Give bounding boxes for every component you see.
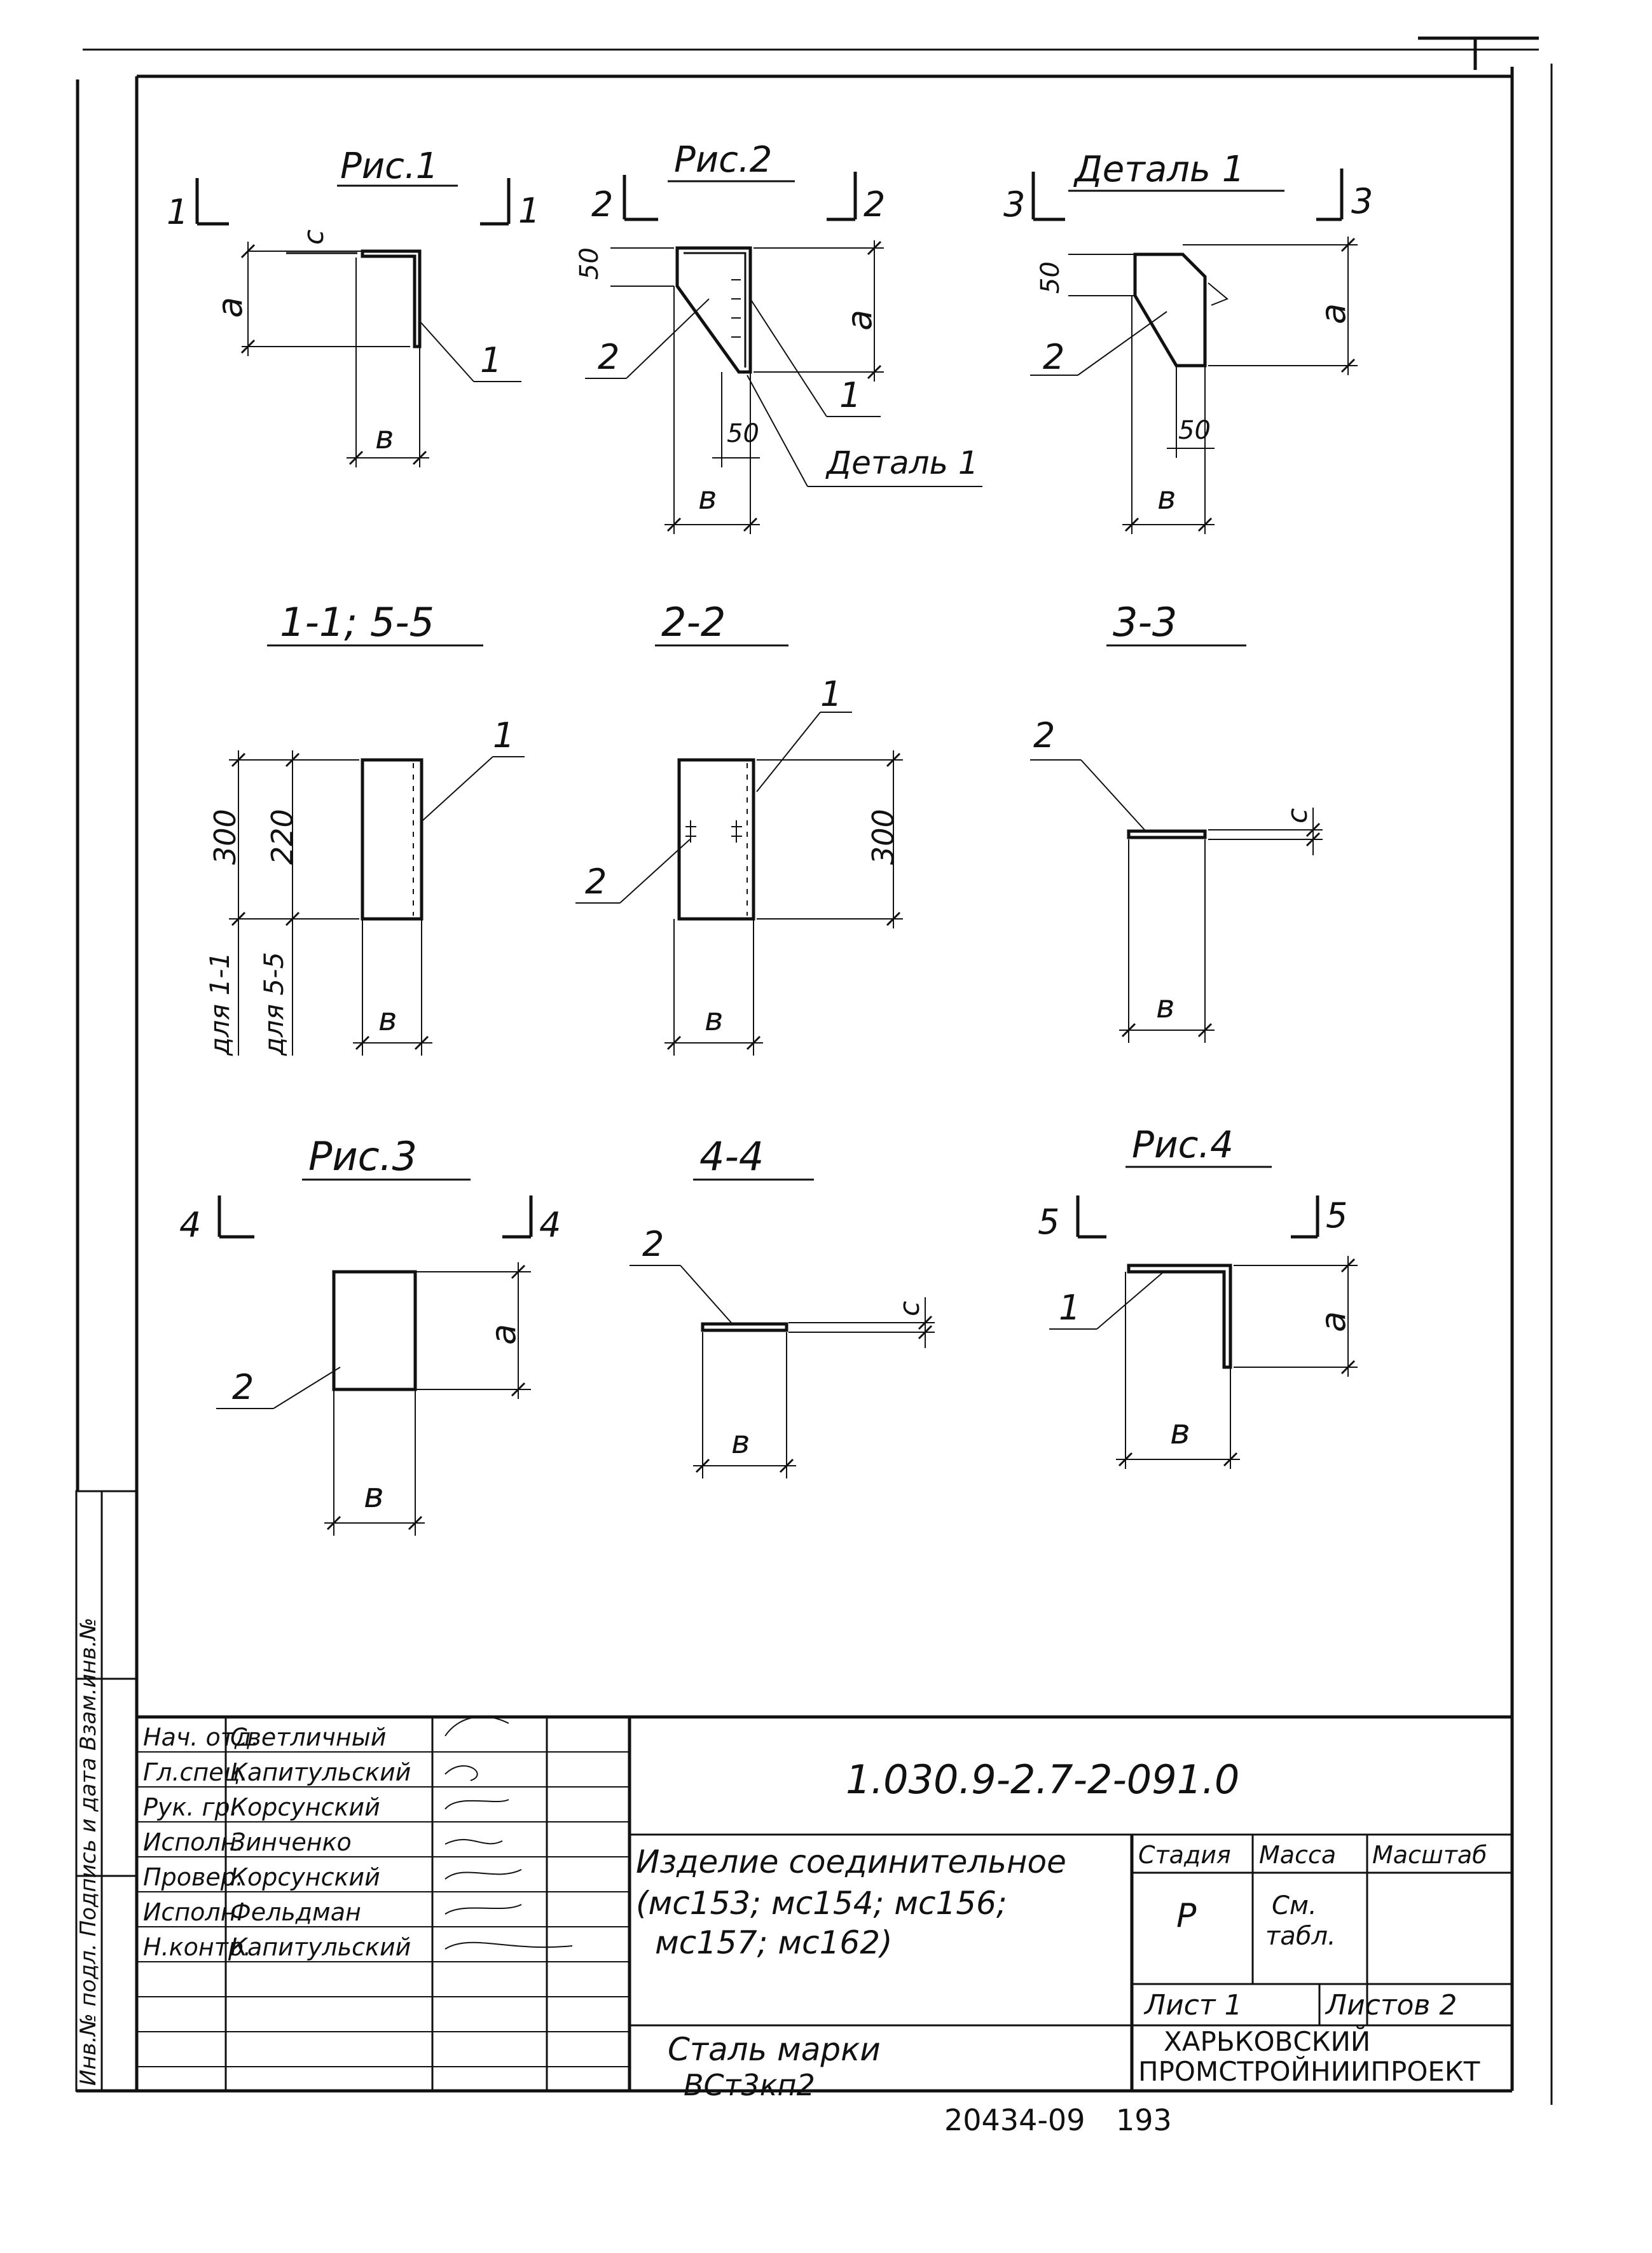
section-4-4 — [630, 1133, 935, 1478]
dim-b-sec11: в — [378, 1001, 397, 1038]
detail-1 — [1003, 149, 1373, 534]
name-2: Капитульский — [230, 1758, 411, 1786]
role-5: Провер. — [143, 1863, 244, 1891]
fig2-title: Рис.2 — [674, 139, 773, 181]
detail1-title: Деталь 1 — [1075, 149, 1245, 190]
mass-value-line-1: См. — [1272, 1891, 1317, 1920]
dim-b-fig1: в — [375, 419, 394, 456]
material-line-2: ВСт3кп2 — [684, 2068, 815, 2102]
role-4: Исполн. — [143, 1828, 244, 1856]
role-7: Н.контр. — [143, 1933, 252, 1961]
dim-300-sec22: 300 — [866, 809, 900, 865]
name-7: Капитульский — [230, 1933, 411, 1961]
cut-mark-1-left: 1 — [167, 192, 189, 232]
section-2-2 — [575, 599, 903, 1056]
dim-50-detail1-horizontal: 50 — [1178, 416, 1211, 445]
figure-4 — [1038, 1123, 1358, 1469]
stage-value: Р — [1176, 1897, 1197, 1935]
dim-c-fig1: с — [298, 229, 330, 245]
dim-b-sec33: в — [1156, 988, 1175, 1025]
dim-50-fig2-horizontal: 50 — [727, 419, 759, 448]
sec11-title: 1-1; 5-5 — [280, 599, 435, 645]
gusset-plate-detail1 — [1135, 254, 1205, 366]
figure-3 — [179, 1133, 561, 1536]
dim-b-sec22: в — [705, 1001, 724, 1038]
archive-number: 20434-09 — [944, 2103, 1085, 2137]
name-3: Корсунский — [230, 1793, 380, 1821]
section-1-1-5-5 — [204, 599, 525, 1056]
dim-a-fig3: а — [483, 1323, 523, 1345]
sec22-title: 2-2 — [661, 599, 726, 645]
figure-2 — [575, 139, 982, 534]
dim-b-fig3: в — [364, 1475, 384, 1515]
cut-mark-3-left: 3 — [1003, 184, 1026, 224]
fig4-title: Рис.4 — [1132, 1123, 1234, 1166]
role-1: Нач. отд. — [143, 1723, 259, 1751]
note-for-1-1: для 1-1 — [204, 951, 235, 1056]
pos-2-sec33: 2 — [1033, 715, 1056, 755]
pos-1-sec22: 1 — [820, 674, 843, 714]
mass-header: Масса — [1259, 1841, 1337, 1869]
pos-1-sec11: 1 — [493, 715, 515, 755]
dim-220-sec11: 220 — [265, 809, 299, 865]
pos-2-fig2: 2 — [598, 337, 620, 377]
name-6: Фельдман — [230, 1898, 361, 1926]
note-for-5-5: для 5-5 — [258, 951, 289, 1056]
dim-a-fig1: а — [210, 296, 250, 318]
dim-b-detail1: в — [1157, 479, 1176, 516]
dim-b-fig2: в — [698, 479, 717, 516]
pos-1-fig2: 1 — [839, 375, 862, 415]
plate-fig3 — [334, 1272, 415, 1389]
detail-1-reference: Деталь 1 — [827, 444, 979, 481]
figure-1 — [167, 146, 540, 467]
cut-mark-2-right: 2 — [864, 184, 886, 224]
dim-a-fig2: а — [839, 309, 879, 331]
section-3-3 — [1030, 599, 1323, 1043]
pos-2-sec22: 2 — [585, 862, 607, 902]
cut-mark-3-right: 3 — [1351, 181, 1373, 221]
sheets-total: Листов 2 — [1326, 1989, 1457, 2022]
scale-header: Масштаб — [1372, 1841, 1487, 1869]
mass-value-line-2: табл. — [1265, 1922, 1336, 1951]
angle-side-view — [362, 760, 422, 919]
pos-2-fig3: 2 — [232, 1367, 254, 1407]
document-code: 1.030.9-2.7-2-091.0 — [846, 1756, 1240, 1803]
pos-2-detail1: 2 — [1043, 337, 1065, 377]
pos-2-sec44: 2 — [642, 1224, 664, 1264]
name-1: Светличный — [230, 1723, 387, 1751]
dim-c-sec44: с — [893, 1300, 926, 1316]
fig3-title: Рис.3 — [308, 1133, 417, 1180]
dim-300-sec11: 300 — [208, 809, 242, 865]
side-strip-labels: Инв.№ подл. Подпись и дата Взам.инв.№ — [76, 1617, 101, 2086]
angle-profile-1 — [362, 251, 420, 347]
dim-a-detail1: а — [1313, 303, 1353, 324]
sec33-title: 3-3 — [1113, 599, 1178, 645]
role-3: Рук. гр. — [143, 1793, 238, 1821]
plate-section-4-4 — [703, 1324, 787, 1330]
cut-mark-4-right: 4 — [539, 1205, 561, 1245]
organization-line-2: ПРОМСТРОЙНИИПРОЕКТ — [1138, 2056, 1480, 2087]
stage-header: Стадия — [1138, 1841, 1231, 1869]
sec44-title: 4-4 — [699, 1133, 764, 1180]
product-name-line-2: (мс153; мс154; мс156; — [636, 1885, 1007, 1922]
role-2: Гл.спец. — [143, 1758, 248, 1786]
angle-profile-4 — [1129, 1265, 1230, 1367]
material-line-1: Сталь марки — [668, 2031, 881, 2068]
dim-50-detail1-vertical: 50 — [1036, 261, 1065, 294]
organization-line-1: ХАРЬКОВСКИЙ — [1164, 2026, 1371, 2057]
sheet-number: Лист 1 — [1145, 1989, 1242, 2022]
pos-1-fig4: 1 — [1059, 1288, 1081, 1328]
name-4: Зинченко — [230, 1828, 352, 1856]
product-name-line-1: Изделие соединительное — [636, 1843, 1066, 1880]
fig1-title: Рис.1 — [340, 146, 439, 187]
gusset-plate-fig2 — [677, 248, 750, 372]
dim-50-fig2-vertical: 50 — [575, 247, 604, 280]
name-5: Корсунский — [230, 1863, 380, 1891]
cut-mark-4-left: 4 — [179, 1205, 202, 1245]
cut-mark-5-right: 5 — [1326, 1195, 1348, 1236]
cut-mark-2-left: 2 — [591, 184, 614, 224]
cut-mark-1-right: 1 — [518, 191, 540, 231]
dim-b-fig4: в — [1170, 1412, 1190, 1452]
dim-a-fig4: а — [1313, 1311, 1353, 1332]
dim-c-sec33: с — [1281, 808, 1314, 823]
title-block — [76, 1491, 1512, 2102]
product-name-line-3: мс157; мс162) — [655, 1924, 893, 1961]
role-6: Исполн. — [143, 1898, 244, 1926]
pos-1-fig1: 1 — [480, 340, 502, 380]
dim-b-sec44: в — [731, 1424, 750, 1461]
plate-section-3-3 — [1129, 831, 1205, 837]
page-number: 193 — [1116, 2103, 1172, 2137]
cut-mark-5-left: 5 — [1038, 1202, 1060, 1242]
